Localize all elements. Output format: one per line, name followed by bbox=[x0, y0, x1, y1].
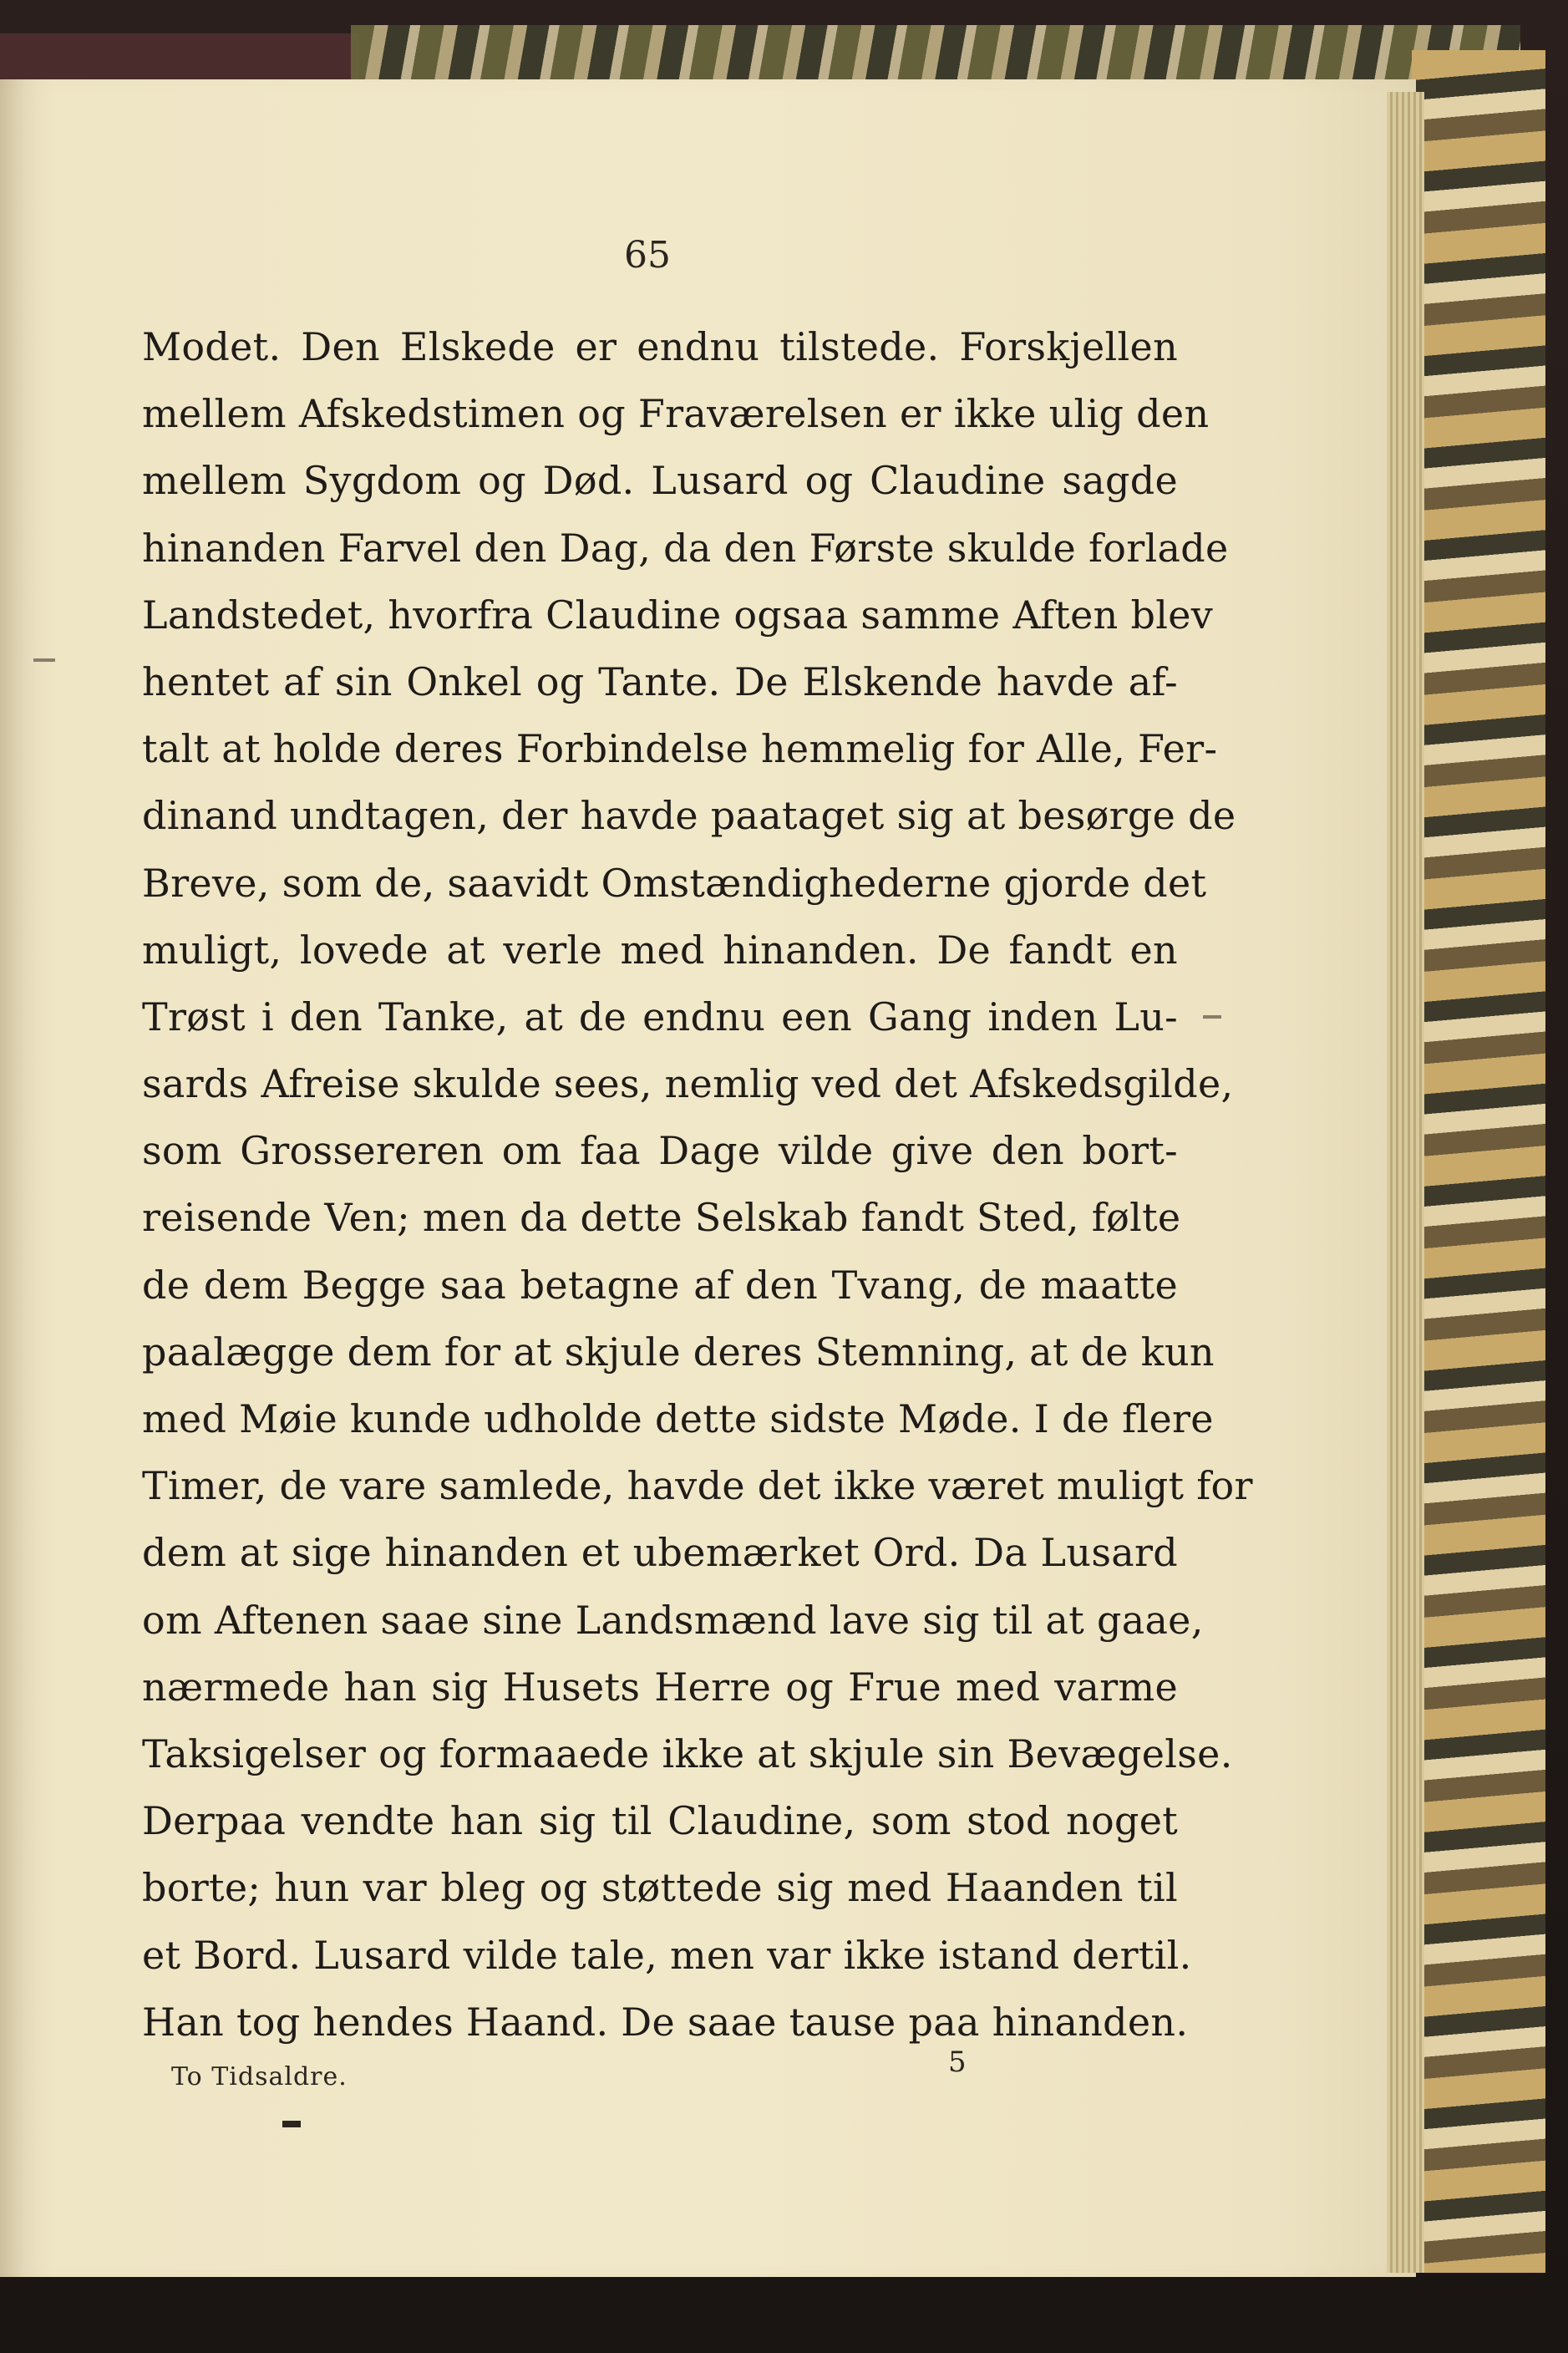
text-line: de dem Begge saa betagne af den Tvang, de maatte bbox=[142, 1262, 1178, 1308]
text-line: dinand undtagen, der havde paataget sig at besørge de bbox=[142, 793, 1236, 839]
text-line: hinanden Farvel den Dag, da den Første skulde forlade bbox=[142, 525, 1229, 571]
margin-mark bbox=[33, 658, 55, 662]
text-line: borte; hun var bleg og støttede sig med Haanden til bbox=[142, 1865, 1178, 1911]
text-line: sards Afreise skulde sees, nemlig ved det Afskedsgilde, bbox=[142, 1061, 1234, 1107]
marbled-top-edge bbox=[351, 25, 1520, 84]
text-line: Landstedet, hvorfra Claudine ogsaa samme Aften blev bbox=[142, 592, 1214, 638]
text-line: om Aftenen saae sine Landsmænd lave sig til at gaae, bbox=[142, 1597, 1204, 1643]
text-line: Trøst i den Tanke, at de endnu een Gang inden Lu- bbox=[142, 994, 1178, 1039]
text-line: Han tog hendes Haand. De saae tause paa hinanden. bbox=[142, 1999, 1189, 2045]
text-line: med Møie kunde udholde dette sidste Møde. I de flere bbox=[142, 1396, 1214, 1441]
text-line: Breve, som de, saavidt Omstændighederne gjorde det bbox=[142, 860, 1207, 906]
text-line: Timer, de vare samlede, havde det ikke været muligt for bbox=[142, 1463, 1253, 1509]
text-line: nærmede han sig Husets Herre og Frue med varme bbox=[142, 1664, 1178, 1710]
text-line: talt at holde deres Forbindelse hemmelig for Alle, Fer- bbox=[142, 726, 1218, 772]
text-line: Taksigelser og formaaede ikke at skjule sin Bevægelse. bbox=[142, 1730, 1233, 1776]
text-line: som Grossereren om faa Dage vilde give den bort- bbox=[142, 1128, 1178, 1174]
body-text bbox=[142, 313, 1253, 2056]
text-line: dem at sige hinanden et ubemærket Ord. Da Lusard bbox=[142, 1530, 1178, 1576]
ink-mark bbox=[282, 2121, 301, 2127]
text-line: reisende Ven; men da dette Selskab fandt Sted, følte bbox=[142, 1195, 1181, 1241]
book-cover-edge bbox=[0, 33, 359, 84]
margin-mark bbox=[1203, 1015, 1221, 1019]
text-line: hentet af sin Onkel og Tante. De Elskende havde af- bbox=[142, 658, 1178, 704]
text-line: Modet. Den Elskede er endnu tilstede. Forskjellen bbox=[142, 324, 1178, 369]
text-line: paalægge dem for at skjule deres Stemning, at de kun bbox=[142, 1329, 1215, 1375]
page-stack-edge bbox=[1387, 92, 1424, 2273]
marbled-page-edge bbox=[1412, 50, 1545, 2273]
sheet-number: 5 bbox=[948, 2046, 967, 2079]
text-line: mellem Afskedstimen og Fraværelsen er ikke ulig den bbox=[142, 391, 1210, 437]
text-line: et Bord. Lusard vilde tale, men var ikke istand dertil. bbox=[142, 1932, 1192, 1978]
text-line: mellem Sygdom og Død. Lusard og Claudine sagde bbox=[142, 458, 1178, 504]
page-number: 65 bbox=[624, 234, 671, 277]
text-line: Derpaa vendte han sig til Claudine, som stod noget bbox=[142, 1798, 1178, 1844]
text-line: muligt, lovede at verle med hinanden. De fandt en bbox=[142, 927, 1178, 973]
printer-signature: To Tidsaldre. bbox=[171, 2062, 348, 2091]
